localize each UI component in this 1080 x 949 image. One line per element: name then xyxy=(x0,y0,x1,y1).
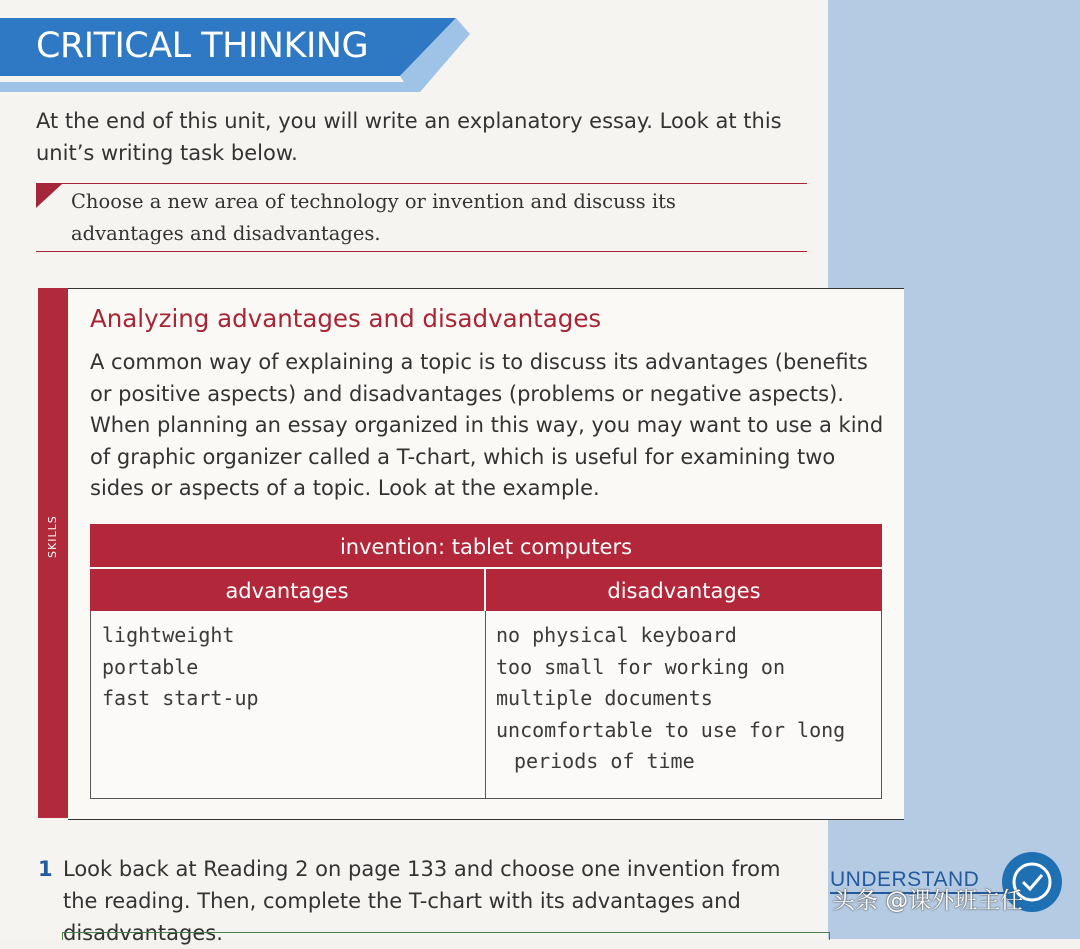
disadvantage-item: periods of time xyxy=(514,749,695,773)
t-chart-divider xyxy=(485,611,486,799)
exercise-number: 1 xyxy=(38,857,53,881)
t-chart xyxy=(90,524,882,799)
advantages-list xyxy=(102,620,259,715)
t-chart-advantages-header: advantages xyxy=(90,569,484,611)
advantage-item: fast start-up xyxy=(102,686,259,710)
understand-label: UNDERSTAND xyxy=(830,868,980,891)
intro-paragraph: At the end of this unit, you will write an explanatory essay. Look at this unit’s writing task below. xyxy=(36,109,782,165)
advantage-item: lightweight xyxy=(102,623,235,647)
section-title: CRITICAL THINKING xyxy=(36,26,369,66)
disadvantage-item: no physical keyboard xyxy=(496,623,737,647)
skills-body: A common way of explaining a topic is to discuss its advantages (benefits or positive aspects) and disadvantages (problems or negative aspects). When planning an essay organized in this way, you may want to use a kind of graphic organizer called a T-chart, which is useful for examining two sides or aspects of a topic. Look at the example. xyxy=(90,350,884,501)
disadvantage-item: uncomfortable to use for long xyxy=(496,717,846,742)
exercise-text: Look back at Reading 2 on page 133 and choose one invention from the reading. Then, complete the T-chart with its advantages and disadvantages. xyxy=(63,857,781,945)
skills-side-label: SKILLS xyxy=(46,515,59,559)
t-chart-disadvantages-header: disadvantages xyxy=(486,569,882,611)
writing-task-text: Choose a new area of technology or invention and discuss its advantages and disadvantages. xyxy=(71,190,676,245)
t-chart-title: invention: tablet computers xyxy=(90,524,882,567)
watermark-text: 头条 @课外班主任 xyxy=(832,888,1024,914)
disadvantage-item: too small for working on xyxy=(496,654,785,679)
advantage-item: portable xyxy=(102,654,199,679)
disadvantage-item: multiple documents xyxy=(496,686,713,710)
writing-task-marker-icon xyxy=(36,184,62,210)
skills-title: Analyzing advantages and disadvantages xyxy=(90,304,602,333)
disadvantages-list xyxy=(496,620,845,778)
